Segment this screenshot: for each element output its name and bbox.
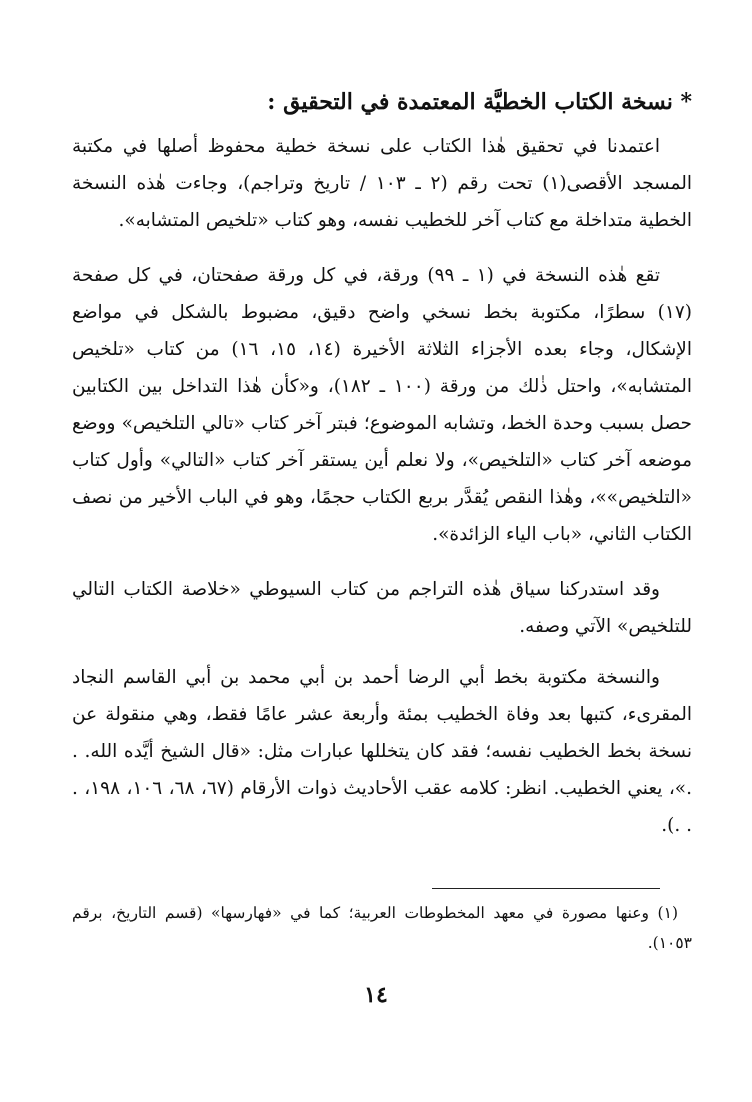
paragraph-supplement: وقد استدركنا سياق هٰذه التراجم من كتاب السيوطي «خلاصة الكتاب التالي للتلخيص» الآتي وصفه. bbox=[72, 579, 692, 637]
paragraph-manuscript-description: تقع هٰذه النسخة في (١ ـ ٩٩) ورقة، في كل ورقة صفحتان، في كل صفحة (١٧) سطرًا، مكتوبة بخط نسخي واضح دقيق، مضبوط بالشكل في مواضع الإشكال، وجاء بعده الأجزاء الثلاثة الأخيرة (١٤، ١٥، ١٦) من كتاب «تلخيص المتشابه»، واحتل ذٰلك من ورقة (١٠٠ ـ ١٨٢)، و«كأن هٰذا التداخل بين الكتابين حصل بسبب وحدة الخط، وتشابه الموضوع؛ فبتر آخر كتاب «تالي التلخيص» ووضع موضعه آخر كتاب «التلخيص»، ولا نعلم أين يستقر آخر كتاب «التالي» وأول كتاب «التلخيص»»، وهٰذا النقص يُقدَّر بربع الكتاب حجمًا، وهو في الباب الأخير من نصف الكتاب الثاني، «باب الياء الزائدة». bbox=[72, 265, 692, 545]
footnote: (١) وعنها مصورة في معهد المخطوطات العربية؛ كما في «فهارسها» (قسم التاريخ، برقم ١٠٥٣). bbox=[72, 904, 692, 952]
footnote-divider bbox=[432, 888, 660, 889]
page-body bbox=[72, 82, 692, 862]
section-heading: * نسخة الكتاب الخطيَّة المعتمدة في التحقيق : bbox=[267, 89, 692, 115]
page-number: ١٤ bbox=[364, 982, 388, 1008]
paragraph-manuscript-source: اعتمدنا في تحقيق هٰذا الكتاب على نسخة خطية محفوظ أصلها في مكتبة المسجد الأقصى(١) تحت رقم (٢ ـ ١٠٣ / تاريخ وتراجم)، وجاءت هٰذه النسخة الخطية متداخلة مع كتاب آخر للخطيب نفسه، وهو كتاب «تلخيص المتشابه». bbox=[72, 136, 692, 231]
paragraph-copyist: والنسخة مكتوبة بخط أبي الرضا أحمد بن أبي محمد بن أبي القاسم النجاد المقرىء، كتبها بعد وفاة الخطيب بمئة وأربعة عشر عامًا فقط، وهي منقولة عن نسخة بخط الخطيب نفسه؛ فقد كان يتخللها عبارات مثل: «قال الشيخ أيَّده الله. . .»، يعني الخطيب. انظر: كلامه عقب الأحاديث ذوات الأرقام (٦٧، ٦٨، ١٠٦، ١٩٨، . . .). bbox=[72, 667, 693, 836]
